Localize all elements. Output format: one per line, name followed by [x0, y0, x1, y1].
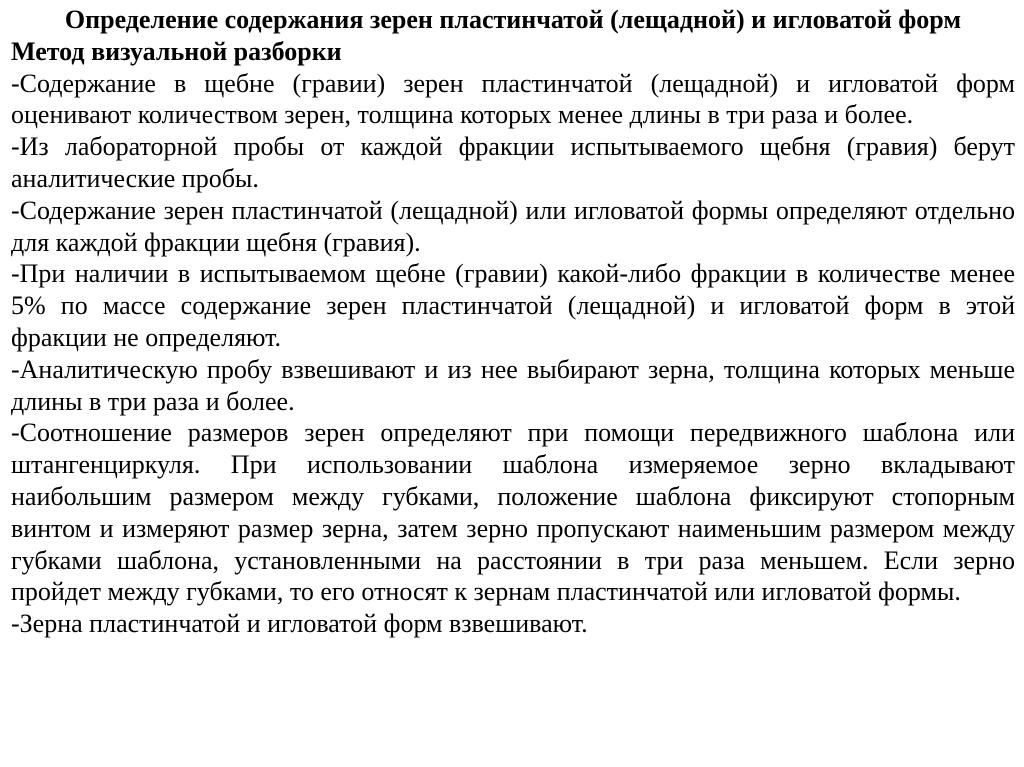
paragraph: -Содержание в щебне (гравии) зерен пластинчатой (лещадной) и игловатой форм оценивают количеством зерен, толщина которых менее длины в три раза и более. — [11, 68, 1015, 130]
paragraph: -Зерна пластинчатой и игловатой форм взвешивают. — [11, 609, 588, 639]
paragraph: -Соотношение размеров зерен определяют при помощи передвижного шаблона или штангенциркуля. При использовании шаблона измеряемое зерно вкладывают наибольшим размером между губками, положение шаблона фиксируют стопорным винтом и измеряют размер зерна, затем зерно пропускают наименьшим размером между губками шаблона, установленными на расстоянии в три раза меньшем. Если зерно пройдет между губками, то его относят к зернам пластинчатой или игловатой формы. — [11, 418, 1015, 607]
slide-content — [11, 4, 1015, 640]
paragraph: -Аналитическую пробу взвешивают и из нее выбирают зерна, толщина которых меньше длины в три раза и более. — [11, 354, 1015, 416]
paragraph: -Содержание зерен пластинчатой (лещадной) или игловатой формы определяют отдельно для каждой фракции щебня (гравия). — [11, 195, 1015, 257]
paragraph: -Из лабораторной пробы от каждой фракции испытываемого щебня (гравия) берут аналитические пробы. — [11, 132, 1015, 193]
slide-title: Определение содержания зерен пластинчатой (лещадной) и игловатой форм — [64, 5, 962, 34]
paragraph: -При наличии в испытываемом щебне (гравии) какой-либо фракции в количестве менее 5% по массе содержание зерен пластинчатой (лещадной) и игловатой форм в этой фракции не определяют. — [11, 259, 1015, 352]
method-subtitle: Метод визуальной разборки — [11, 36, 342, 66]
